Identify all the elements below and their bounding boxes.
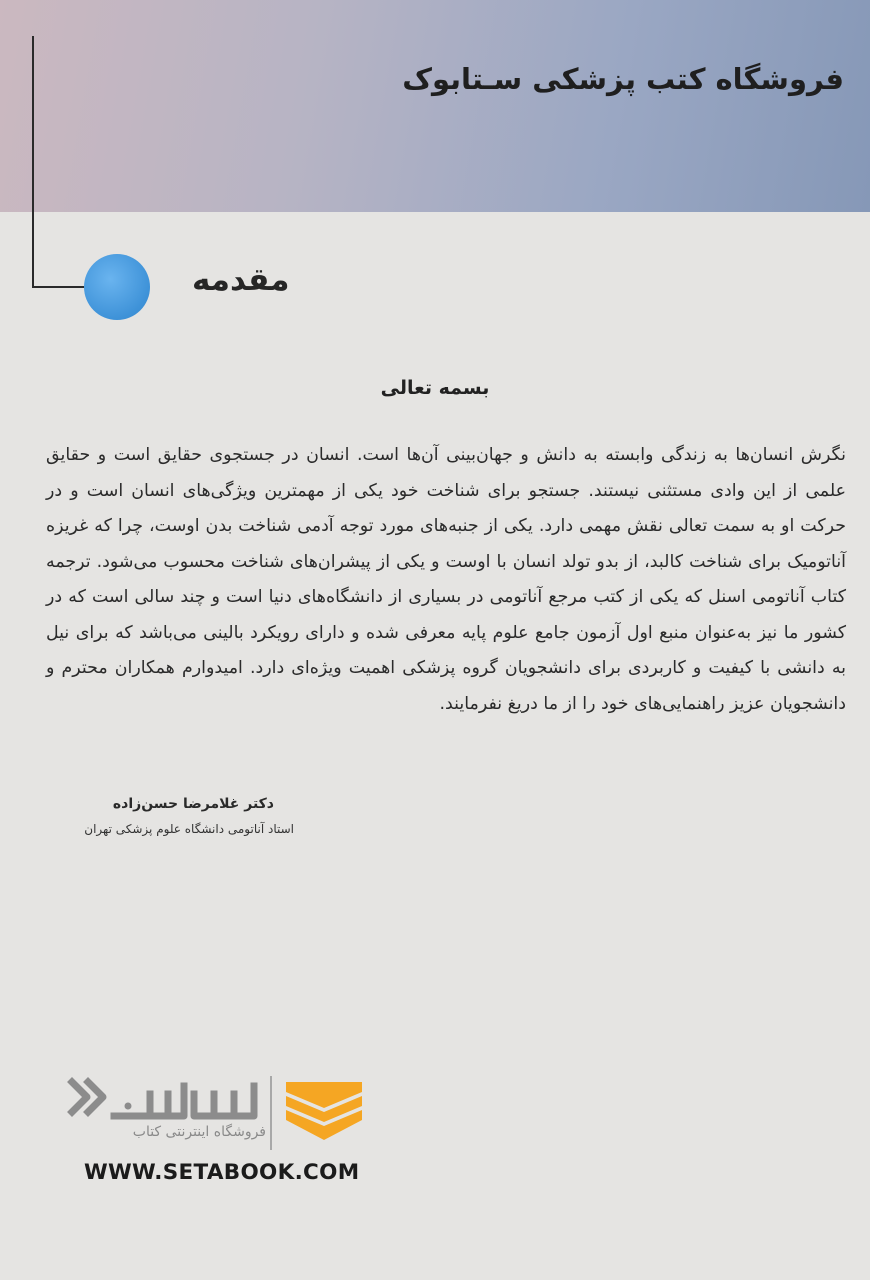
- brand-divider: [270, 1076, 272, 1150]
- intro-paragraph: نگرش انسان‌ها به زندگی وابسته به دانش و جهان‌بینی آن‌ها است. انسان در جستجوی حقایق است و حقایق علمی از این وادی مستثنی نیستند. جستجو برای شناخت خود یکی از مهمترین ویژگی‌های انسان است و در حرکت او به سمت تعالی نقش مهمی دارد. یکی از جنبه‌های مورد توجه آدمی شناخت بدن اوست، چرا که غریزه آناتومیک برای شناخت کالبد، از بدو تولد انسان با اوست و یکی از پیشران‌های شناخت محسوب می‌شود. ترجمه کتاب آناتومی اسنل که یکی از کتب مرجع آناتومی در بسیاری از دانشگاه‌های دنیا است و چند سالی است که در کشور ما نیز به‌عنوان منبع اول آزمون جامع علوم پایه معرفی شده و دارای رویکرد بالینی می‌باشد که برای نیل به دانشی با کیفیت و کاربردی برای دانشجویان گروه پزشکی اهمیت ویژه‌ای دارد. امیدوارم همکاران محترم و دانشجویان عزیز راهنمایی‌های خود را از ما دریغ نفرمایند.: [46, 445, 846, 714]
- decorative-vertical-line: [32, 36, 34, 288]
- section-title: مقدمه: [192, 262, 290, 298]
- signature-title: استاد آناتومی دانشگاه علوم پزشکی تهران: [84, 822, 294, 836]
- header-band: [0, 0, 870, 212]
- brand-tagline: فروشگاه اینترنتی کتاب: [132, 1124, 266, 1140]
- setabook-emblem-logo: [282, 1078, 366, 1148]
- decorative-horizontal-line: [32, 286, 86, 288]
- signature-name: دکتر غلامرضا حسن‌زاده: [112, 796, 274, 812]
- section-marker-dot: [84, 254, 150, 320]
- page-header-title: فروشگاه کتب پزشکی سـتابوک: [402, 62, 844, 96]
- setabook-wordmark-logo: [66, 1072, 266, 1126]
- basmala-heading: بسمه تعالی: [380, 377, 490, 399]
- website-url: WWW.SETABOOK.COM: [84, 1160, 360, 1185]
